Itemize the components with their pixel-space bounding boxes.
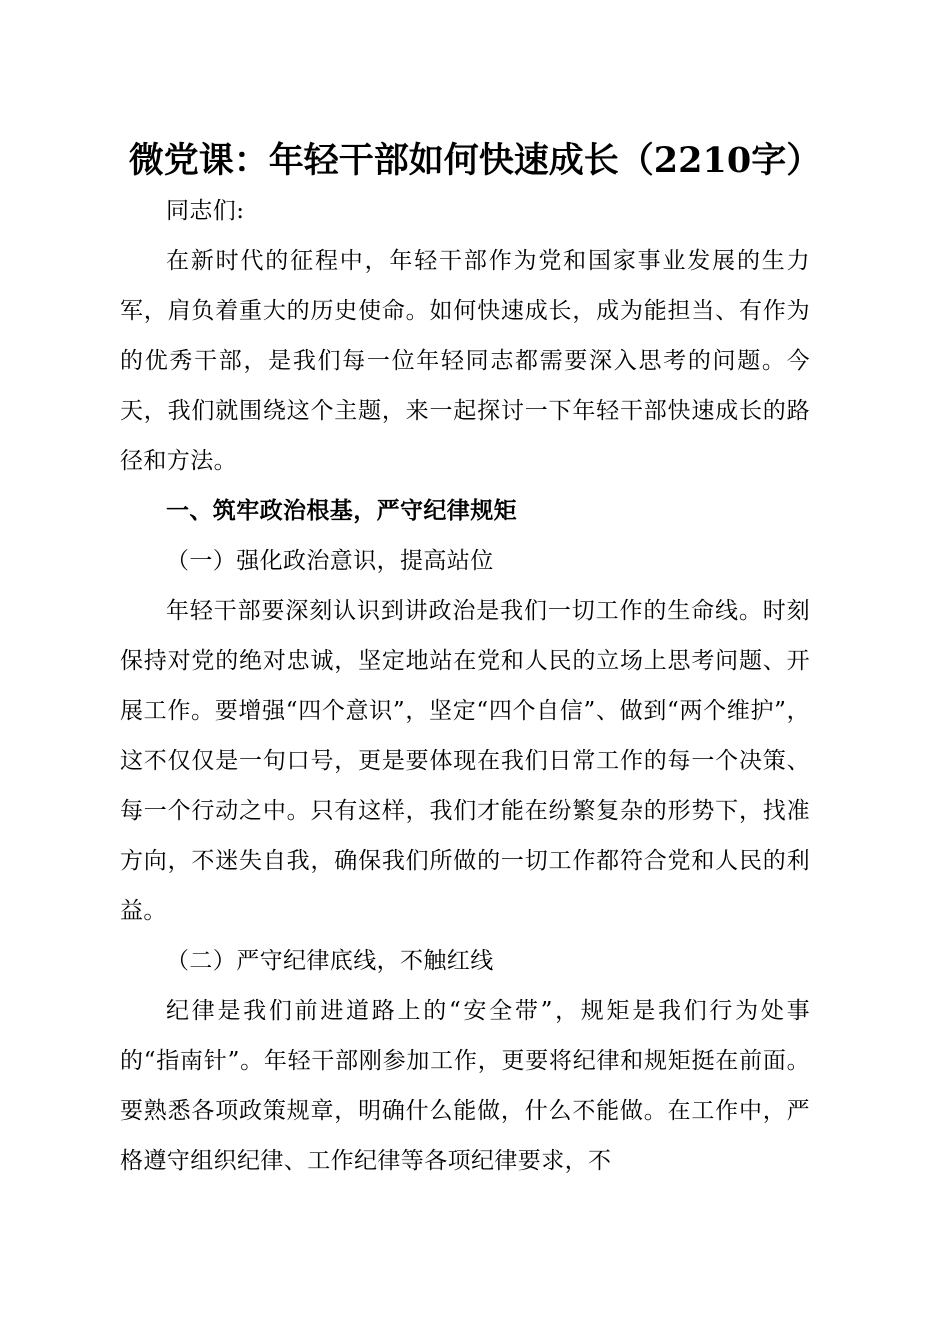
subsection-heading-2: （二）严守纪律底线，不触红线	[166, 948, 494, 974]
subsection-heading-1: （一）强化政治意识，提高站位	[166, 548, 494, 574]
intro-paragraph: 在新时代的征程中，年轻干部作为党和国家事业发展的生力军，肩负着重大的历史使命。如何快速成长，成为能担当、有作为的优秀干部，是我们每一位年轻同志都需要深入思考的问题。今天，我们就围绕这个主题，来一起探讨一下年轻干部快速成长的路径和方法。	[120, 248, 810, 474]
body-paragraph-2: 纪律是我们前进道路上的“安全带”，规矩是我们行为处事的“指南针”。年轻干部刚参加工作，更要将纪律和规矩挺在前面。要熟悉各项政策规章，明确什么能做，什么不能做。在工作中，严格遵守组织纪律、工作纪律等各项纪律要求，不	[120, 998, 810, 1174]
document-title: 微党课：年轻干部如何快速成长（2210字）	[128, 140, 822, 181]
salutation-paragraph: 同志们:	[166, 198, 245, 224]
section-heading-1: 一、筑牢政治根基，严守纪律规矩	[166, 497, 517, 524]
body-paragraph-1: 年轻干部要深刻认识到讲政治是我们一切工作的生命线。时刻保持对党的绝对忠诚，坚定地站在党和人民的立场上思考问题、开展工作。要增强“四个意识”，坚定“四个自信”、做到“两个维护”，这不仅仅是一句口号，更是要体现在我们日常工作的每一个决策、每一个行动之中。只有这样，我们才能在纷繁复杂的形势下，找准方向，不迷失自我，确保我们所做的一切工作都符合党和人民的利益。	[120, 598, 810, 924]
document-body	[120, 186, 810, 1186]
